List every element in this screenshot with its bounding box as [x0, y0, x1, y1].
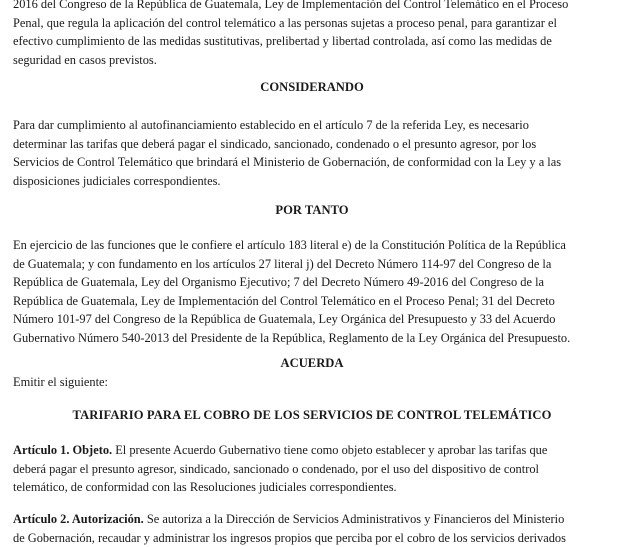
emit-text: Emitir el siguiente:	[13, 375, 108, 389]
text-line: Para dar cumplimiento al autofinanciamiento establecido en el artículo 7 de la referida Ley, es necesario	[13, 118, 529, 132]
text-line: Servicios de Control Telemático que brindará el Ministerio de Gobernación, de conformidad con la Ley y a las	[13, 155, 562, 170]
text-line: efectivo cumplimiento de las medidas sustitutivas, prelibertad y libertad controlada, así como las medidas de	[13, 34, 552, 49]
text-line: telemático, de conformidad con las Resoluciones judiciales correspondientes.	[13, 480, 397, 495]
text-line: En ejercicio de las funciones que le confiere el artículo 183 literal e) de la Constitución Política de la República	[13, 238, 566, 252]
articulo-2	[13, 510, 603, 547]
text-line: deberá pagar el presunto agresor, sindicado, sancionado o condenado, por el uso del dispositivo de control	[13, 461, 539, 476]
text-line: de Gobernación, recaudar y administrar los ingresos propios que perciba por el cobro de los servicios derivados	[13, 530, 566, 545]
text-line: República de Guatemala, Ley de Implementación del Control Telemático en el Proceso Penal; 31 del Decreto	[13, 293, 555, 308]
text-line: seguridad en casos previstos.	[13, 52, 157, 67]
text-line: disposiciones judiciales correspondientes.	[13, 173, 221, 188]
articulo-2-label: Artículo 2. Autorización.	[13, 512, 144, 526]
document-title: TARIFARIO PARA EL COBRO DE LOS SERVICIOS DE CONTROL TELEMÁTICO	[72, 408, 552, 422]
articulo-1-text: El presente Acuerdo Gubernativo tiene como objeto establecer y aprobar las tarifas que	[112, 443, 548, 457]
text-line	[13, 441, 603, 460]
text-line: Gubernativo Número 540-2013 del Presidente de la República, Reglamento de la Ley Orgánica del Presupuesto.	[13, 330, 571, 345]
por-tanto-paragraph	[13, 236, 603, 348]
articulo-2-text: Se autoriza a la Dirección de Servicios Administrativos y Financieros del Ministerio	[143, 512, 565, 526]
text-line: de Guatemala; y con fundamento en los artículos 27 literal j) del Decreto Número 114-97 del Congreso de la	[13, 256, 552, 271]
articulo-1	[13, 441, 603, 497]
text-line: determinar las tarifas que deberá pagar el sindicado, sancionado, condenado o el presunto agresor, por los	[13, 136, 537, 151]
por-tanto-heading: POR TANTO	[275, 203, 349, 217]
text-line: Penal, que regula la aplicación del control telemático a las personas sujetas a proceso penal, para garantizar el	[13, 15, 557, 30]
text-line: Número 101-97 del Congreso de la República de Guatemala, Ley Orgánica del Presupuesto y 33 del Acuerdo	[13, 312, 556, 327]
considerando-paragraph	[13, 116, 603, 190]
text-line	[13, 510, 603, 529]
considerando-heading: CONSIDERANDO	[260, 80, 364, 94]
text-line: 2016 del Congreso de la República de Guatemala, Ley de Implementación del Control Telemático en el Proceso	[13, 0, 569, 11]
articulo-1-label: Artículo 1. Objeto.	[13, 443, 113, 457]
text-line: República de Guatemala, Ley del Organismo Ejecutivo; 7 del Decreto Número 49-2016 del Congreso de la	[13, 275, 545, 290]
acuerda-heading: ACUERDA	[280, 356, 344, 370]
intro-paragraph	[13, 0, 603, 69]
